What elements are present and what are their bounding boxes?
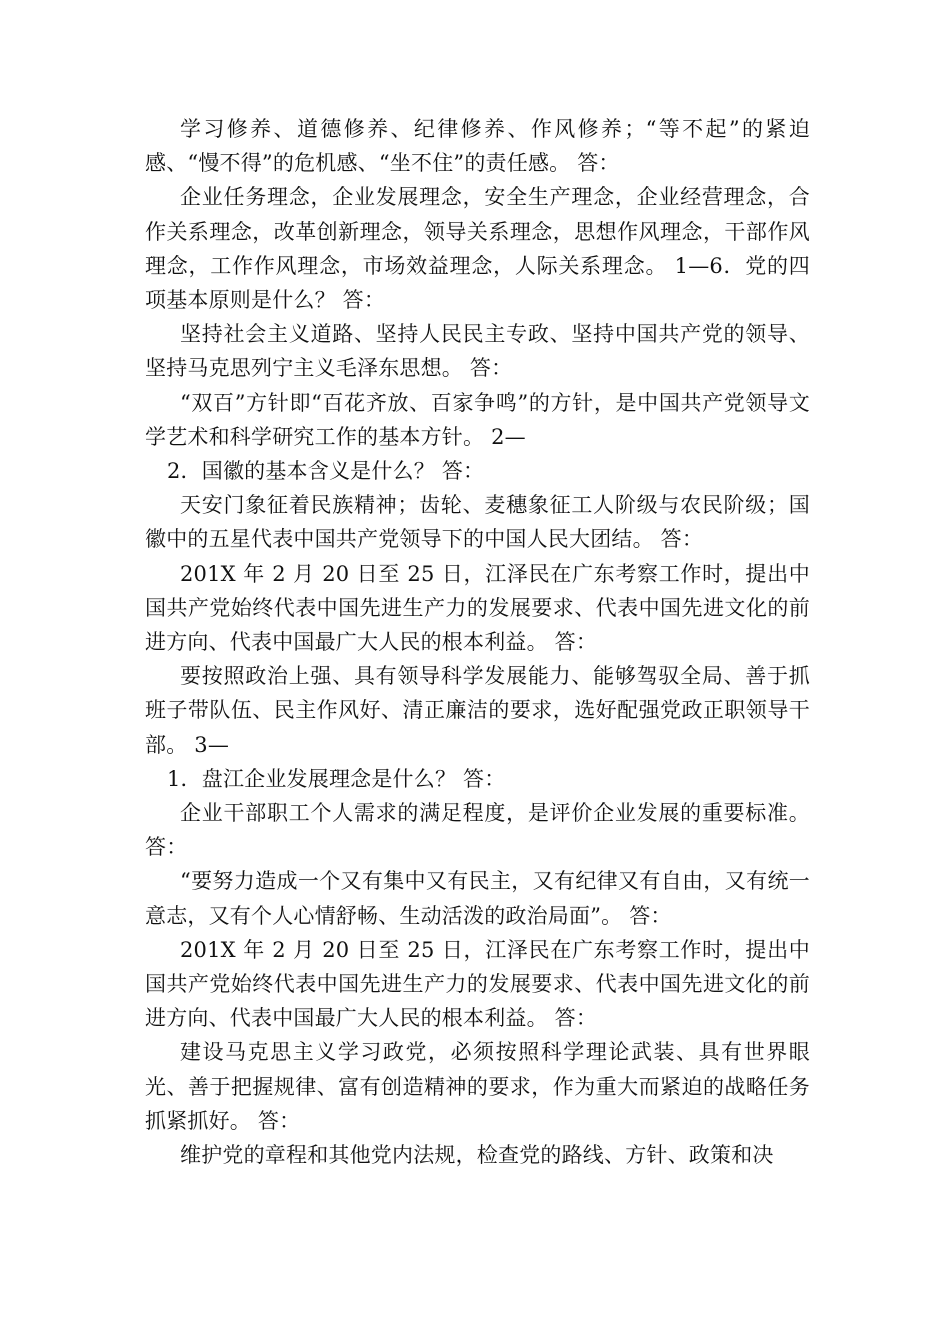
paragraph: 学习修养、道德修养、纪律修养、作风修养；“等不起”的紧迫感、“慢不得”的危机感、“坐不住”的责任感。 答： <box>145 117 810 176</box>
document-body <box>145 112 810 1172</box>
paragraph: 天安门象征着民族精神；齿轮、麦穗象征工人阶级与农民阶级；国徽中的五星代表中国共产党领导下的中国人民大团结。 答： <box>145 493 810 552</box>
paragraph: 坚持社会主义道路、坚持人民民主专政、坚持中国共产党的领导、坚持马克思列宁主义毛泽东思想。 答： <box>145 322 810 381</box>
paragraph: 201X 年 2 月 20 日至 25 日，江泽民在广东考察工作时，提出中国共产党始终代表中国先进生产力的发展要求、代表中国先进文化的前进方向、代表中国最广大人民的根本利益。 答： <box>145 937 810 1031</box>
paragraph: 要按照政治上强、具有领导科学发展能力、能够驾驭全局、善于抓班子带队伍、民主作风好、清正廉洁的要求，选好配强党政正职领导干部。 3— <box>145 664 810 757</box>
paragraph: 建设马克思主义学习政党，必须按照科学理论武装、具有世界眼光、善于把握规律、富有创造精神的要求，作为重大而紧迫的战略任务抓紧抓好。 答： <box>145 1040 810 1133</box>
question-heading: 1．盘江企业发展理念是什么？ 答： <box>167 766 506 791</box>
paragraph: “双百”方针即“百花齐放、百家争鸣”的方针，是中国共产党领导文学艺术和科学研究工作的基本方针。 2— <box>145 390 810 449</box>
paragraph: “要努力造成一个又有集中又有民主，又有纪律又有自由，又有统一意志，又有个人心情舒畅、生动活泼的政治局面”。 答： <box>145 869 810 928</box>
paragraph: 维护党的章程和其他党内法规，检查党的路线、方针、政策和决 <box>180 1143 774 1168</box>
paragraph: 201X 年 2 月 20 日至 25 日，江泽民在广东考察工作时，提出中国共产党始终代表中国先进生产力的发展要求、代表中国先进文化的前进方向、代表中国最广大人民的根本利益。 答： <box>145 561 810 655</box>
paragraph: 企业任务理念，企业发展理念，安全生产理念，企业经营理念，合作关系理念，改革创新理念，领导关系理念，思想作风理念，干部作风理念，工作作风理念，市场效益理念，人际关系理念。 1—6．党的四项基本原则是什么？ 答： <box>145 185 810 313</box>
paragraph: 企业干部职工个人需求的满足程度，是评价企业发展的重要标准。答： <box>145 801 810 860</box>
question-heading: 2．国徽的基本含义是什么？ 答： <box>167 459 485 484</box>
